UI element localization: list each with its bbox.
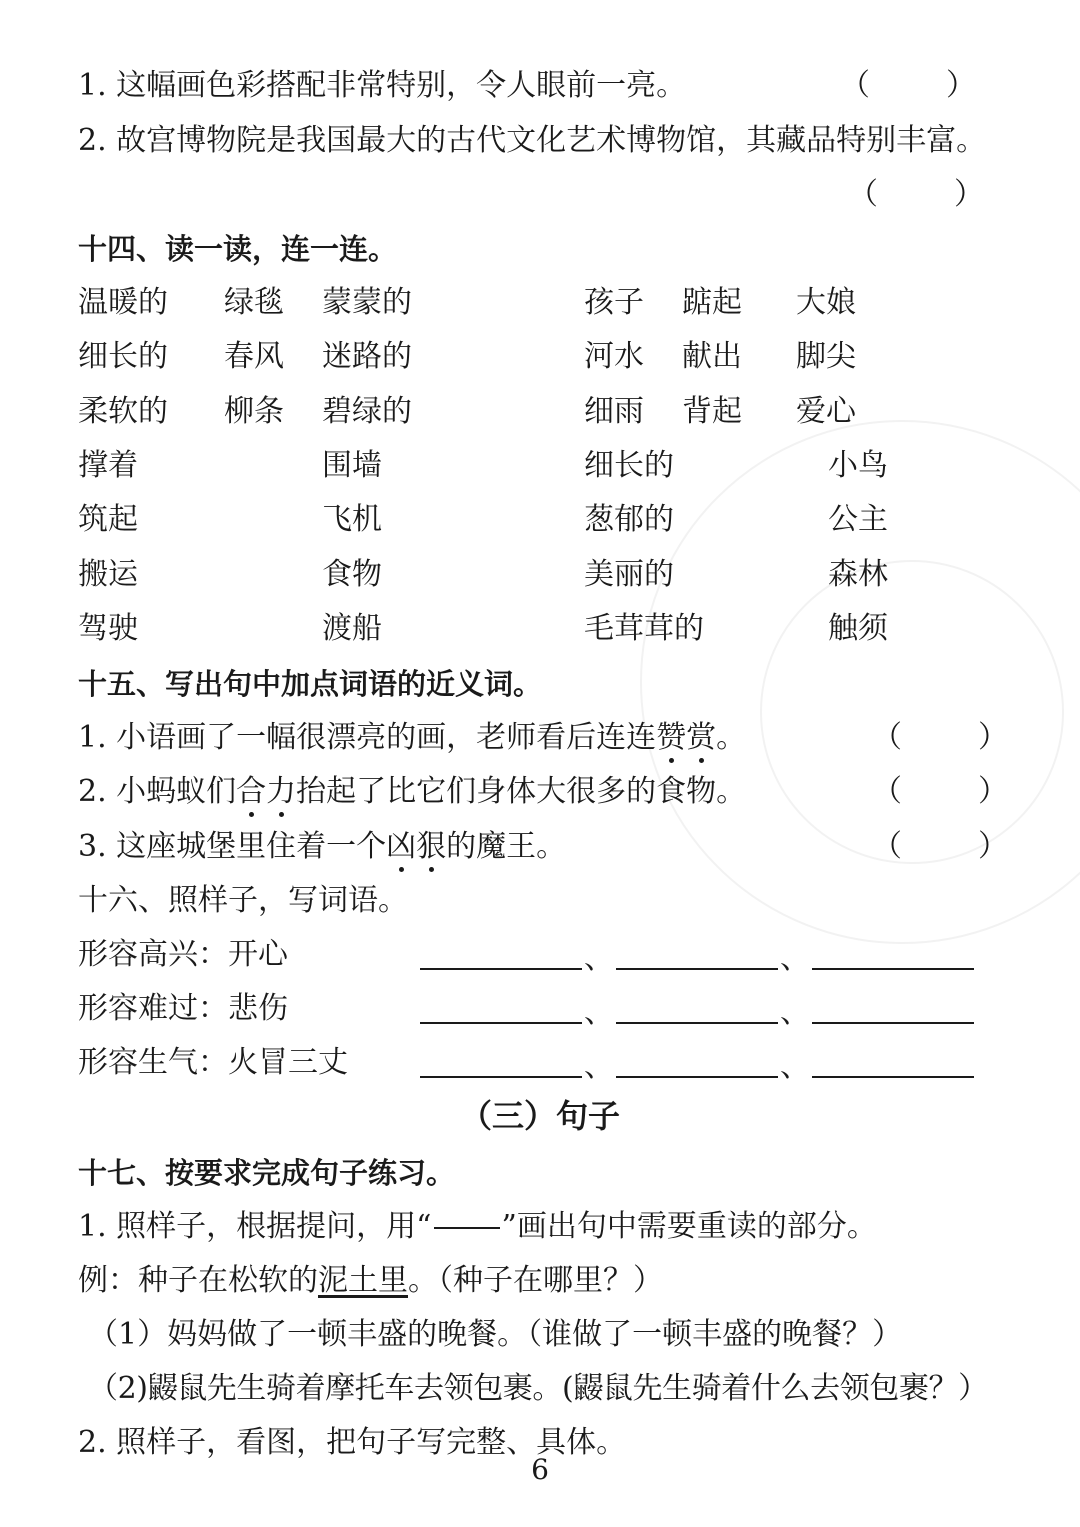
answer-blank[interactable] xyxy=(812,1076,974,1078)
s14-pair-word: 美丽的 xyxy=(584,557,674,592)
s14-pair-word: 小鸟 xyxy=(828,448,888,483)
s14-grid-word: 迷路的 xyxy=(322,339,412,374)
dotted-char: 狠 xyxy=(416,827,446,867)
s16-row-label: 形容高兴：开心 xyxy=(78,937,288,972)
s14-grid-word: 河水 xyxy=(584,339,644,374)
answer-blank[interactable] xyxy=(616,1022,778,1024)
s14-heading: 十四、读一读，连一连。 xyxy=(78,232,398,266)
s16-sep: 、 xyxy=(780,1049,810,1084)
s14-grid-word: 温暖的 xyxy=(78,285,168,320)
s15-q3: 3. 这座城堡里住着一个凶狠的魔王。 xyxy=(78,827,566,867)
answer-blank[interactable] xyxy=(420,1022,582,1024)
s13-q1: 1. 这幅画色彩搭配非常特别，令人眼前一亮。 xyxy=(78,68,687,103)
watermark-ring-inner xyxy=(760,560,1064,864)
answer-blank[interactable] xyxy=(812,968,974,970)
s13-q2-answer-paren: （ ） xyxy=(848,177,984,212)
s14-grid-word: 爱心 xyxy=(796,394,856,429)
s15-heading: 十五、写出句中加点词语的近义词。 xyxy=(78,667,543,701)
s14-grid-word: 献出 xyxy=(682,339,742,374)
s14-grid-word: 细雨 xyxy=(584,394,644,429)
answer-blank[interactable] xyxy=(616,1076,778,1078)
s14-pair-word: 细长的 xyxy=(584,448,674,483)
s14-grid-word: 大娘 xyxy=(796,285,856,320)
s14-grid-word: 孩子 xyxy=(584,285,644,320)
s16-heading: 十六、照样子，写词语。 xyxy=(78,883,408,918)
s14-pair-word: 渡船 xyxy=(322,611,382,646)
part-title: （三）句子 xyxy=(459,1097,620,1135)
s14-pair-word: 驾驶 xyxy=(78,611,138,646)
s17-heading: 十七、按要求完成句子练习。 xyxy=(78,1156,456,1190)
s14-grid-word: 春风 xyxy=(224,339,284,374)
s16-row-label: 形容生气：火冒三丈 xyxy=(78,1045,348,1080)
s14-grid-word: 细长的 xyxy=(78,339,168,374)
s14-pair-word: 葱郁的 xyxy=(584,502,674,537)
s16-sep: 、 xyxy=(584,941,614,976)
dotted-char: 凶 xyxy=(386,827,416,867)
s16-sep: 、 xyxy=(584,995,614,1030)
s15-q1-answer-paren: （ ） xyxy=(872,720,1008,755)
s13-q2: 2. 故宫博物院是我国最大的古代文化艺术博物馆，其藏品特别丰富。 xyxy=(78,123,987,158)
s14-grid-word: 柳条 xyxy=(224,394,284,429)
s17-q2: 2. 照样子，看图，把句子写完整、具体。 xyxy=(78,1425,627,1460)
dotted-char: 赞 xyxy=(656,718,686,758)
page-number: 6 xyxy=(531,1453,549,1486)
s14-pair-word: 筑起 xyxy=(78,502,138,537)
answer-blank[interactable] xyxy=(420,968,582,970)
s17-item2: （2)鼹鼠先生骑着摩托车去领包裹。(鼹鼠先生骑着什么去领包裹？） xyxy=(88,1371,988,1406)
s17-item1: （1）妈妈做了一顿丰盛的晚餐。（谁做了一顿丰盛的晚餐？） xyxy=(88,1317,903,1352)
s15-q2: 2. 小蚂蚁们合力抬起了比它们身体大很多的食物。 xyxy=(78,772,746,812)
s16-sep: 、 xyxy=(780,995,810,1030)
s15-q3-answer-paren: （ ） xyxy=(872,829,1008,864)
dotted-char: 合 xyxy=(236,772,266,812)
s14-pair-word: 森林 xyxy=(828,557,888,592)
s17-q1: 1. 照样子，根据提问，用“ ”画出句中需要重读的部分。 xyxy=(78,1209,877,1244)
underlined-answer: 泥土里 xyxy=(318,1263,408,1298)
s14-grid-word: 背起 xyxy=(682,394,742,429)
dotted-char: 赏 xyxy=(686,718,716,758)
s14-pair-word: 食物 xyxy=(322,557,382,592)
dotted-char: 力 xyxy=(266,772,296,812)
s14-grid-word: 绿毯 xyxy=(224,285,284,320)
s16-sep: 、 xyxy=(584,1049,614,1084)
s15-q2-answer-paren: （ ） xyxy=(872,774,1008,809)
s15-q1: 1. 小语画了一幅很漂亮的画，老师看后连连赞赏。 xyxy=(78,718,746,758)
s14-pair-word: 公主 xyxy=(828,502,888,537)
s16-row-label: 形容难过：悲伤 xyxy=(78,991,288,1026)
s17-example: 例：种子在松软的泥土里。（种子在哪里？） xyxy=(78,1263,663,1298)
s14-grid-word: 碧绿的 xyxy=(322,394,412,429)
s14-grid-word: 蒙蒙的 xyxy=(322,285,412,320)
s14-grid-word: 脚尖 xyxy=(796,339,856,374)
s14-pair-word: 毛茸茸的 xyxy=(584,611,704,646)
answer-blank[interactable] xyxy=(420,1076,582,1078)
underline-mark-sample xyxy=(434,1227,500,1229)
s14-grid-word: 柔软的 xyxy=(78,394,168,429)
s14-pair-word: 飞机 xyxy=(322,502,382,537)
s14-pair-word: 触须 xyxy=(828,611,888,646)
s14-pair-word: 撑着 xyxy=(78,448,138,483)
answer-blank[interactable] xyxy=(616,968,778,970)
s13-q1-answer-paren: （ ） xyxy=(840,68,976,103)
s14-pair-word: 围墙 xyxy=(322,448,382,483)
answer-blank[interactable] xyxy=(812,1022,974,1024)
s16-sep: 、 xyxy=(780,941,810,976)
s14-grid-word: 踮起 xyxy=(682,285,742,320)
s14-pair-word: 搬运 xyxy=(78,557,138,592)
